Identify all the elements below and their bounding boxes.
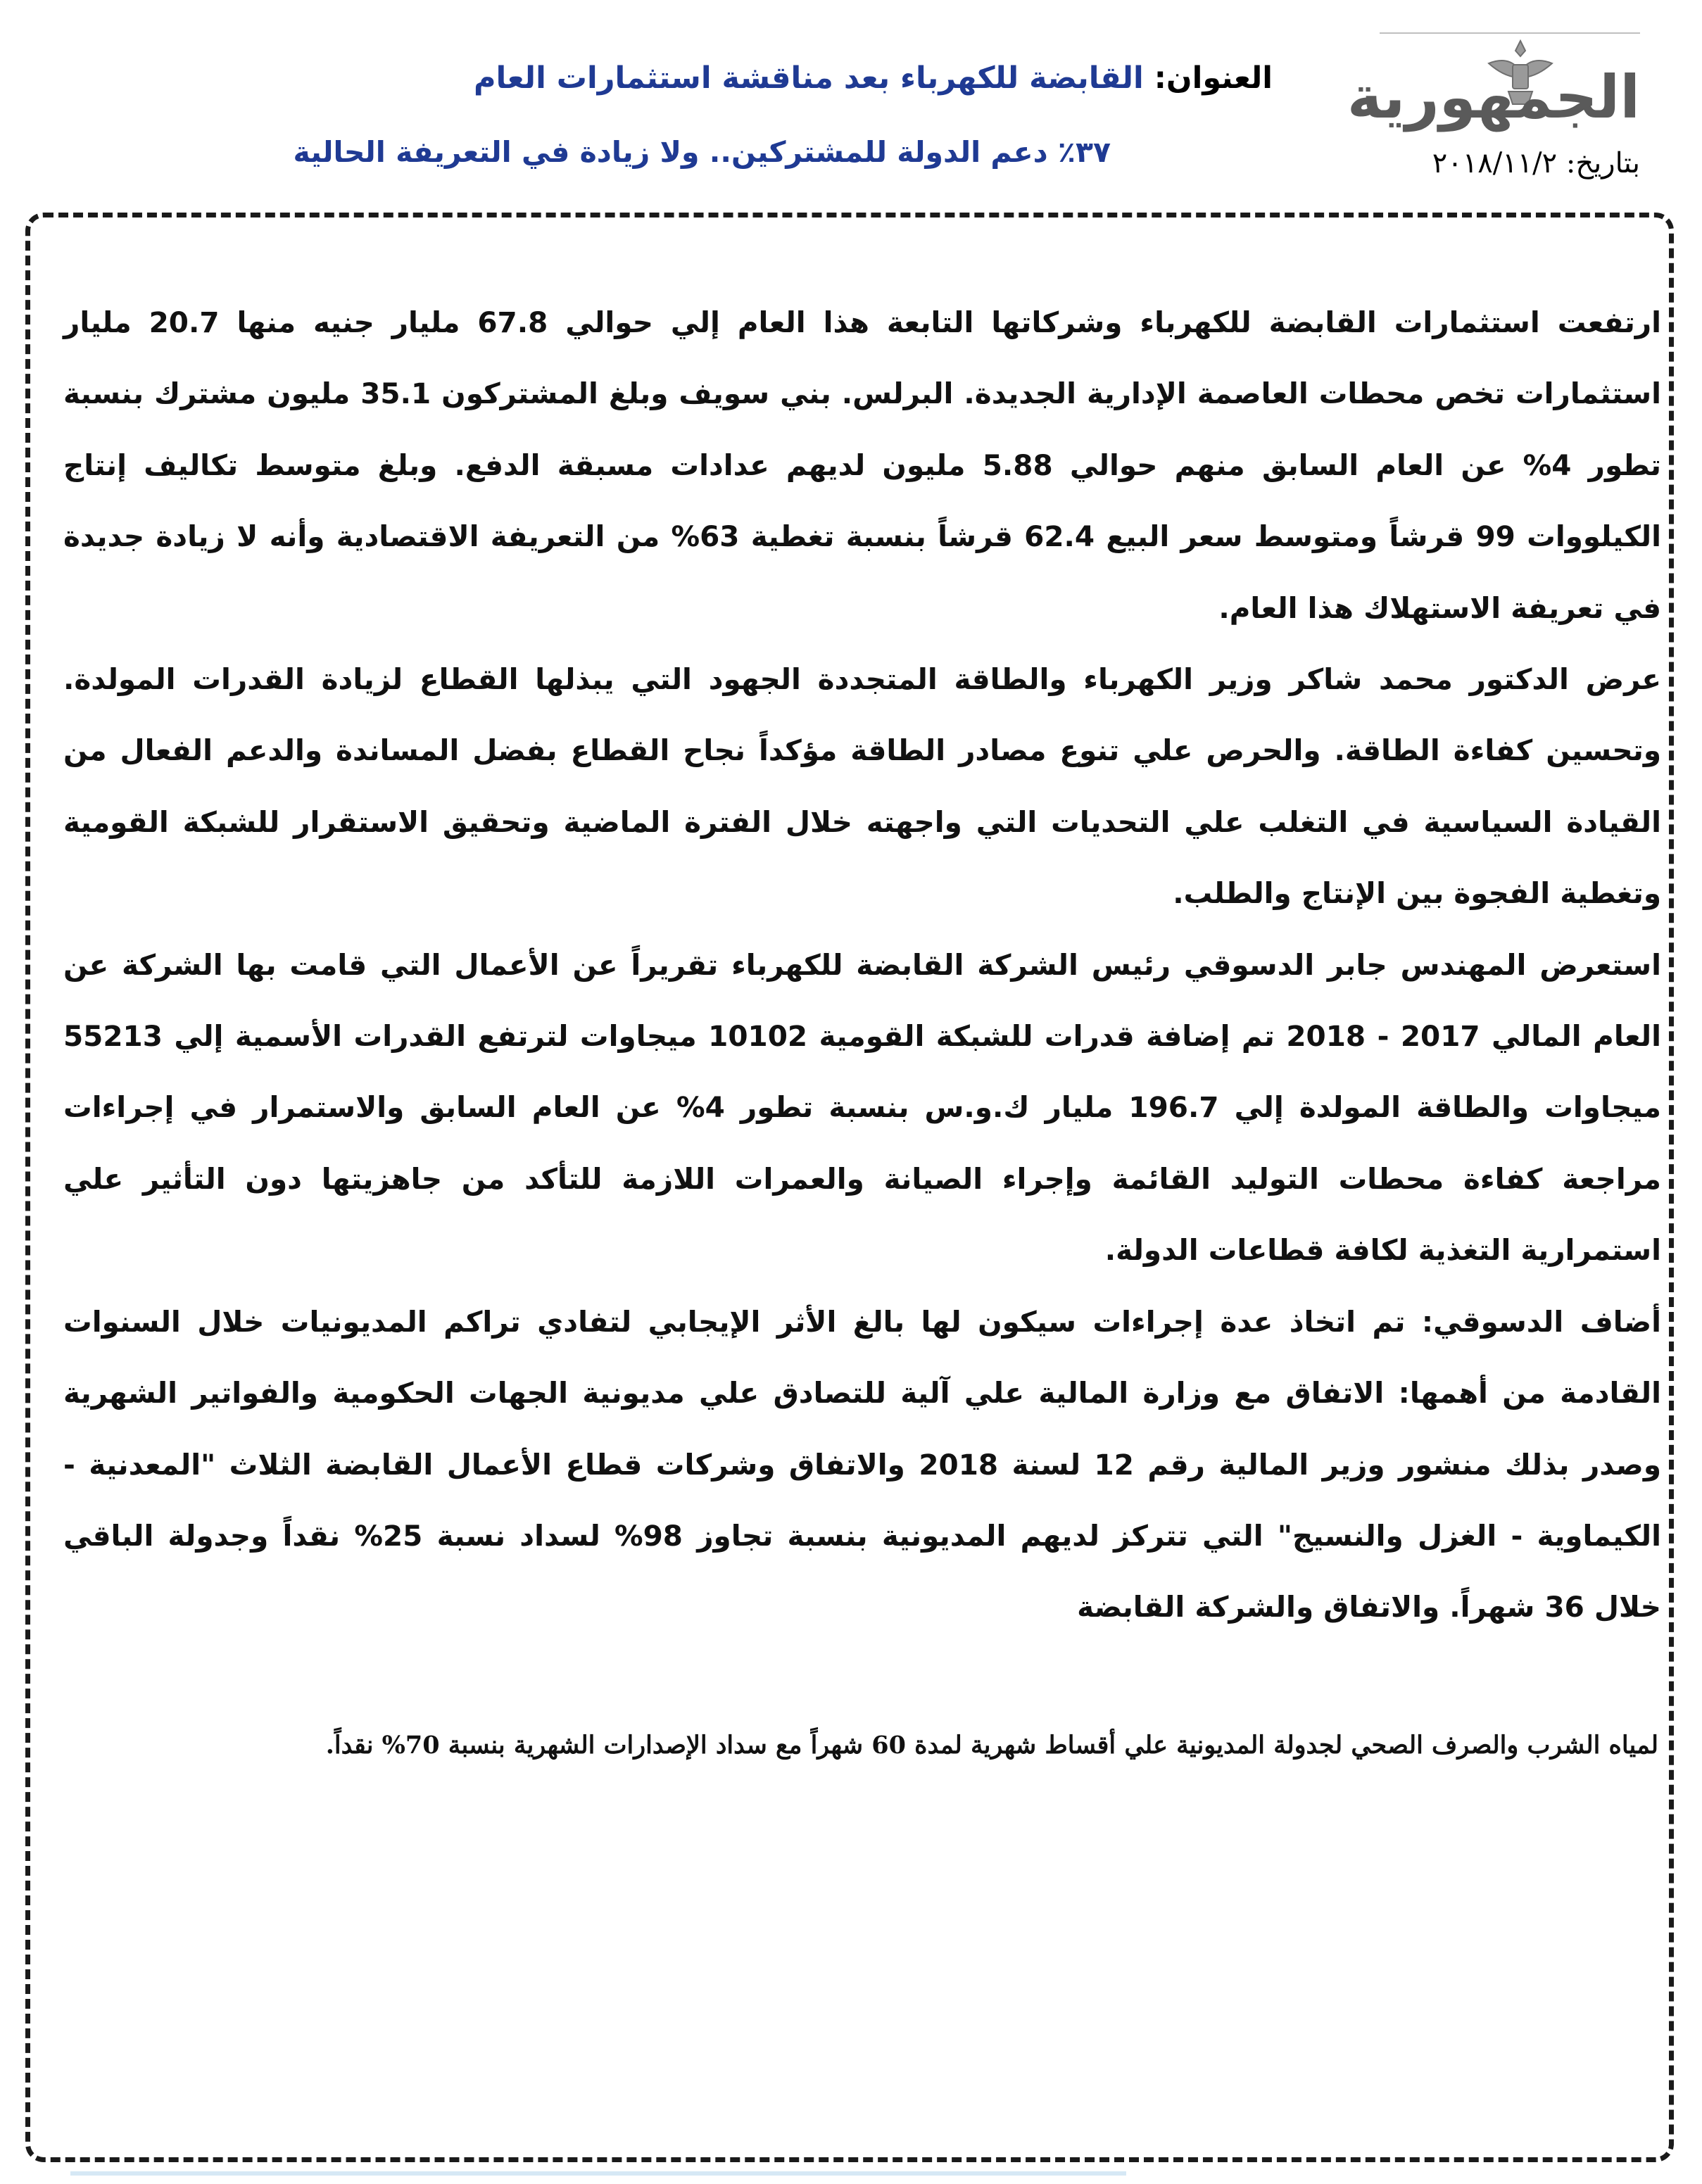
article-last-line: لمياه الشرب والصرف الصحي لجدولة المديونية علي أقساط شهرية لمدة 60 شهراً مع سداد الإصدارات الشهرية بنسبة 70% نقداً.: [325, 1731, 1658, 1760]
logo-wordmark: الجمهورية: [1347, 63, 1640, 132]
header-rule: [1380, 32, 1640, 34]
title-label: العنوان: [1166, 61, 1273, 96]
headline-title: العنوان: القابضة للكهرباء بعد مناقشة استثمارات العام: [473, 61, 1273, 96]
article-paragraph: عرض الدكتور محمد شاكر وزير الكهرباء والطاقة المتجددة الجهود التي يبذلها القطاع لزيادة القدرات المولدة. وتحسين كفاءة الطاقة. والحرص علي تنوع مصادر الطاقة مؤكداً نجاح القطاع بفضل المساندة والدعم الفعال من القيادة السياسية في التغلب علي التحديات التي واجهته خلال الفترة الماضية وتحقيق الاستقرار للشبكة القومية وتغطية الفجوة بين الإنتاج والطلب.: [63, 662, 1661, 911]
article-paragraph: استعرض المهندس جابر الدسوقي رئيس الشركة القابضة للكهرباء تقريراً عن الأعمال التي قامت بها الشركة عن العام المالي 2017 - 2018 تم إضافة قدرات للشبكة القومية 10102 ميجاوات لترتفع القدرات الأسمية إلي 55213 ميجاوات والطاقة المولدة إلي 196.7 مليار ك.و.س بنسبة تطور 4% عن العام السابق والاستمرار في إجراءات مراجعة كفاءة محطات التوليد القائمة وإجراء الصيانة والعمرات اللازمة للتأكد من جاهزيتها دون التأثير علي استمرارية التغذية لكافة قطاعات الدولة.: [63, 947, 1661, 1268]
article-paragraph: أضاف الدسوقي: تم اتخاذ عدة إجراءات سيكون لها بالغ الأثر الإيجابي لتفادي تراكم المديونيات خلال السنوات القادمة من أهمها: الاتفاق مع وزارة المالية علي آلية للتصادق علي مديونية الجهات الحكومية والفواتير الشهرية وصدر بذلك منشور وزير المالية رقم 12 لسنة 2018 والاتفاق وشركات قطاع الأعمال القابضة الثلاث "المعدنية - الكيماوية - الغزل والنسيج" التي تتركز لديهم المديونية بنسبة تجاوز 98% لسداد نسبة 25% نقداً وجدولة الباقي خلال 36 شهراً. والاتفاق والشركة القابضة: [63, 1304, 1661, 1624]
article-paragraph: ارتفعت استثمارات القابضة للكهرباء وشركاتها التابعة هذا العام إلي حوالي 67.8 مليار جنيه منها 20.7 مليار استثمارات تخص محطات العاصمة الإدارية الجديدة. البرلس. بني سويف وبلغ المشتركون 35.1 مليون مشترك بنسبة تطور 4% عن العام السابق منهم حوالي 5.88 مليون لديهم عدادات مسبقة الدفع. وبلغ متوسط تكاليف إنتاج الكيلووات 99 قرشاً ومتوسط سعر البيع 62.4 قرشاً بنسبة تغطية 63% من التعريفة الاقتصادية وأنه لا زيادة جديدة في تعريفة الاستهلاك هذا العام.: [63, 305, 1662, 625]
date-value: ٢٠١٨/١١/٢: [1432, 147, 1558, 179]
publication-date: [1432, 149, 1640, 177]
bottom-rule: [70, 2171, 1126, 2176]
title-text: القابضة للكهرباء بعد مناقشة استثمارات العام: [473, 61, 1144, 96]
newspaper-logo: [1347, 35, 1640, 141]
date-label: بتاريخ:: [1565, 147, 1640, 179]
headline-subtitle: ٣٧٪ دعم الدولة للمشتركين.. ولا زيادة في التعريفة الحالية: [293, 135, 1111, 169]
article-body: [63, 287, 1661, 1643]
